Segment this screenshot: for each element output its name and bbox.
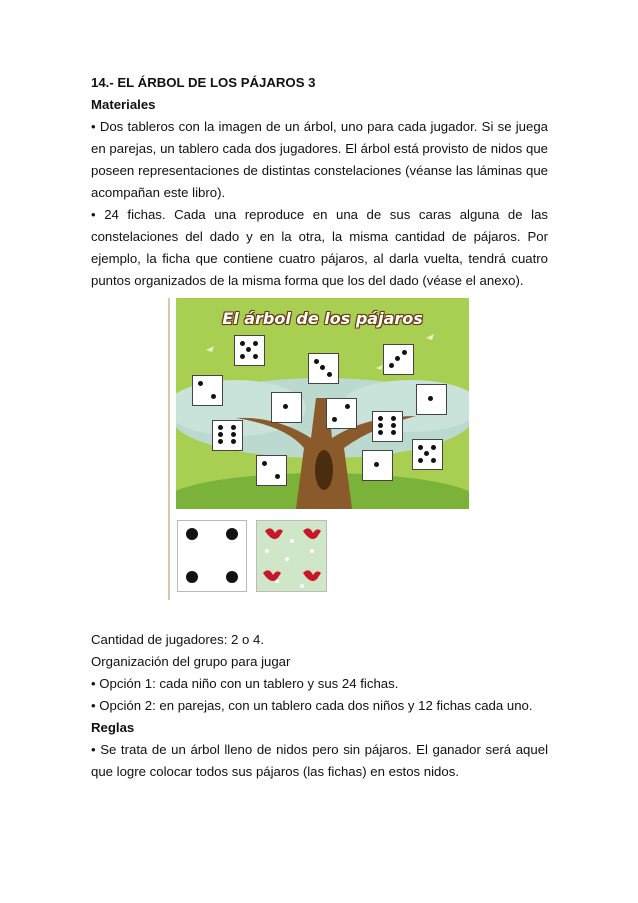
- bird-icon: [257, 521, 327, 592]
- board-title: El árbol de los pájaros: [222, 309, 423, 328]
- materials-item-cards: • 24 fichas. Cada una reproduce en una de sus caras alguna de las constelaciones del dado y en la otra, la misma cantidad de pájaros. Por ejemplo, la ficha que contiene cuatro pájaros, al darla vuelta, tendrá cuatro puntos organizados de la misma forma que los del dado (véase el anexo).: [91, 207, 548, 288]
- nest-die-2c: [256, 455, 287, 486]
- game-illustration: [168, 298, 470, 600]
- players-count: Cantidad de jugadores: 2 o 4.: [91, 632, 265, 647]
- option-2: • Opción 2: en parejas, con un tablero cada dos niños y 12 fichas cada uno.: [91, 698, 533, 713]
- rules-heading: Reglas: [91, 720, 135, 735]
- nest-die-2: [192, 375, 223, 406]
- materials-item-boards: • Dos tableros con la imagen de un árbol, uno para cada jugador. Si se juega en parejas, un tablero cada dos jugadores. El árbol está provisto de nidos que poseen representaciones de distintas constelaciones (véanse las láminas que acompañan este libro).: [91, 119, 548, 200]
- nest-die-5b: [412, 439, 443, 470]
- nest-die-6b: [372, 411, 403, 442]
- tree-board: [176, 298, 469, 509]
- nest-die-1b: [416, 384, 447, 415]
- option-1: • Opción 1: cada niño con un tablero y sus 24 fichas.: [91, 676, 399, 691]
- nest-die-1: [271, 392, 302, 423]
- nest-die-3b: [383, 344, 414, 375]
- materials-section: [91, 72, 548, 292]
- nest-die-5: [234, 335, 265, 366]
- nest-die-2b: [326, 398, 357, 429]
- figure-divider: [168, 298, 170, 600]
- section-title: 14.- EL ÁRBOL DE LOS PÁJAROS 3: [91, 75, 316, 90]
- organization-heading: Organización del grupo para jugar: [91, 654, 291, 669]
- organization-section: [91, 629, 548, 783]
- rules-text: • Se trata de un árbol lleno de nidos pero sin pájaros. El ganador será aquel que logre colocar todos sus pájaros (las fichas) en estos nidos.: [91, 742, 548, 779]
- nest-die-3: [308, 353, 339, 384]
- nest-die-6: [212, 420, 243, 451]
- nest-die-1c: [362, 450, 393, 481]
- card-birds-side: [256, 520, 327, 592]
- materials-heading: Materiales: [91, 97, 156, 112]
- card-dots-side: [177, 520, 247, 592]
